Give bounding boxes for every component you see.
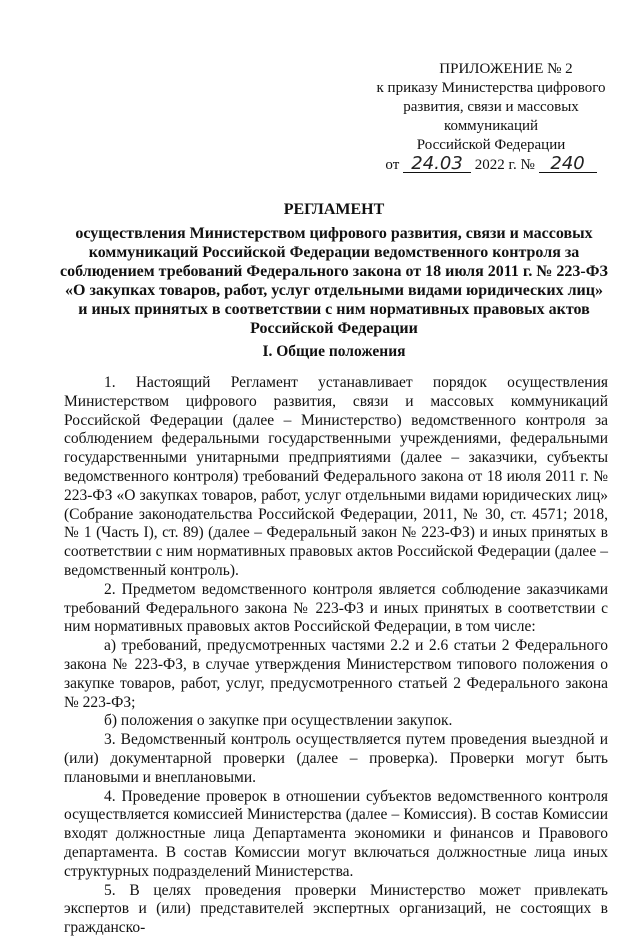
document-body (64, 374, 608, 938)
paragraph: а) требований, предусмотренных частями 2.2 и 2.6 статьи 2 Федерального закона № 223-ФЗ, в случае утверждения Министерством типового положения о закупке товаров, работ, услуг, предусмотренного статьей 2 Федерального закона № 223-ФЗ; (64, 637, 608, 711)
title-heading: РЕГЛАМЕНТ (283, 201, 385, 218)
paragraph: 2. Предметом ведомственного контроля является соблюдение заказчиками требований Федерального закона № 223-ФЗ и иных принятых в соответствии с ним нормативных правовых актов Российской Федерации, в том числе: (64, 580, 608, 636)
paragraph: 5. В целях проведения проверки Министерство может привлекать экспертов и (или) представителей экспертных организаций, не состоящих в гражданско- (64, 881, 608, 937)
title-text: осуществления Министерством цифрового развития, связи и массовых коммуникаций Российской Федерации ведомственного контроля за соблюдением требований Федерального закона от 18 июля 2011 г. № 223-ФЗ «О закупках товаров, работ, услуг отдельными видами юридических лиц» и иных принятых в соответствии с ним нормативных правовых актов Российской Федерации (60, 225, 608, 337)
year-label: 2022 г. № (474, 157, 535, 173)
appendix-line: к приказу Министерства цифрового (376, 80, 606, 96)
paragraph: б) положения о закупке при осуществлении закупок. (104, 712, 453, 730)
from-label: от (385, 157, 400, 173)
paragraph: 1. Настоящий Регламент устанавливает порядок осуществления Министерством цифрового развития, связи и массовых коммуникаций Российской Федерации (далее – Министерство) ведомственного контроля за соблюдением федеральными государственными учреждениями, федеральными государственными унитарными предприятиями (далее – заказчики, субъекты ведомственного контроля) требований Федерального закона от 18 июля 2011 г. № 223-ФЗ «О закупках товаров, работ, услуг отдельными видами юридических лиц» (Собрание законодательства Российской Федерации, 2011, № 30, ст. 4571; 2018, № 1 (Часть I), ст. 89) (далее – Федеральный закон № 223-ФЗ) и иных принятых в соответствии с ним нормативных правовых актов Российской Федерации (далее – ведомственный контроль). (64, 374, 608, 579)
appendix-header: ПРИЛОЖЕНИЕ № 2 (439, 61, 573, 77)
appendix-line: развития, связи и массовых (403, 99, 579, 115)
paragraph: 3. Ведомственный контроль осуществляется путем проведения выездной и (или) документарной проверки (далее – проверка). Проверки могут быть плановыми и внеплановыми. (64, 731, 608, 786)
appendix-line: Российской Федерации (416, 137, 566, 153)
section-title: I. Общие положения (262, 343, 406, 360)
order-date-line (376, 155, 606, 175)
paragraph: 4. Проведение проверок в отношении субъектов ведомственного контроля осуществляется комиссией Министерства (далее – Комиссия). В состав Комиссии входят должностные лица Департамента экономики и финансов и Правового департамента. В состав Комиссии могут включаться должностные лица иных структурных подразделений Министерства. (64, 787, 608, 880)
order-number-handwritten: 240 (539, 155, 597, 173)
order-date-handwritten: 24.03 (403, 155, 471, 173)
document-title (60, 200, 608, 338)
appendix-block (376, 60, 606, 175)
appendix-line: коммуникаций (443, 118, 539, 134)
